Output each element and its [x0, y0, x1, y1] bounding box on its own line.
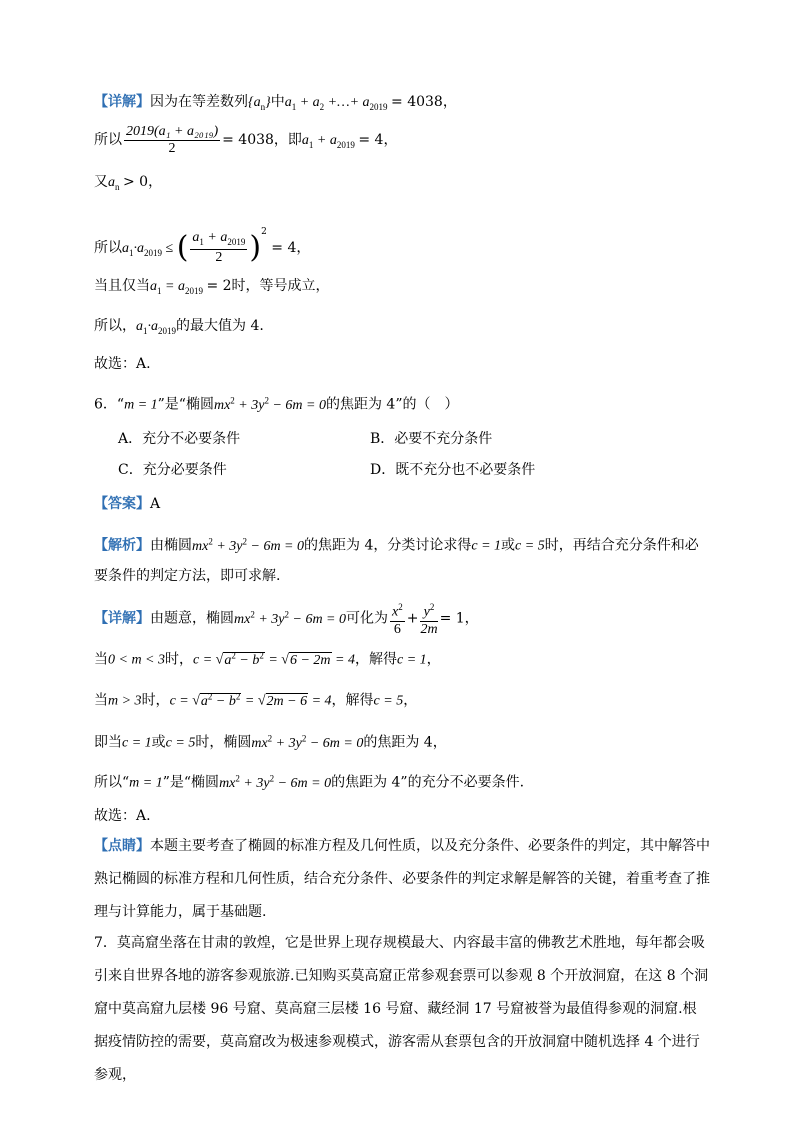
detail-line-5: 当且仅当$a_1 = a_{2019} = 2$时，等号成立， — [94, 278, 330, 296]
answer-line — [94, 494, 160, 514]
option-c: C．充分必要条件 — [118, 462, 227, 478]
option-b: B．必要不充分条件 — [370, 431, 493, 447]
question-7-stem: 7．莫高窟坐落在甘肃的敦煌，它是世界上现存规模最大、内容最丰富的佛教艺术胜地，每年都会吸引来自世界各地的游客参观旅游.已知购买莫高窟正常参观套票可以参观 8 个开放洞窟，在这 8 个洞窟中莫高窟九层楼 96 号窟、莫高窟三层楼 16 号窟、藏经洞 17 号窟被誉为最值得参观的洞窟.根据疫情防控的需要，莫高窟改为极速参观模式，游客需从套票包含的开放洞窟中随机选择 4 个进行参观， — [94, 935, 709, 1083]
analysis-line-1: 【解析】由椭圆$mx^2 + 3y^2 - 6m = 0$的焦距为 4，分类讨论求得c = 1或c = 5时，再结合充分条件和必 — [94, 536, 699, 554]
detail-tag-q6: 【详解】 — [94, 610, 150, 627]
q6-detail-line-5: 所以“m = 1”是“椭圆$mx^2 + 3y^2 - 6m = 0$的焦距为 4”的充分不必要条件. — [94, 773, 525, 791]
detail-line-4: 所以$a_1\cdot a_{2019}$ ≤ ( $\frac{a_1 + a_{2019}}{2}$ )$^2$ = 4， — [94, 227, 311, 266]
detail-line-6: 所以，$a_1\cdot a_{2019}$的最大值为 4. — [94, 318, 264, 336]
detail-line-1: 【详解】因为在等差数列$\{a_n\}$中$a_1 + a_2$ +…+ $a_{2019} = 4038$， — [94, 94, 457, 112]
fraction: $\frac{\text{2019(a₁ + a₂₀₁₉)}}{2}$ — [126, 123, 219, 156]
answer-value: A — [150, 496, 161, 512]
option-d: D．既不充分也不必要条件 — [370, 462, 536, 478]
detail-line-2: 所以 $\frac{\text{2019(a₁ + a₂₀₁₉)}}{2}$ = 4038，即$a_1 + a_{2019} = 4$， — [94, 123, 398, 156]
answer-tag: 【答案】 — [94, 496, 150, 512]
question-6-stem: 6．“m = 1”是“椭圆$mx^2 + 3y^2 - 6m = 0$的焦距为 4”的（ ） — [94, 395, 459, 413]
analysis-tag: 【解析】 — [94, 537, 150, 554]
detail-line-7: 故选：A. — [94, 356, 151, 372]
q6-detail-line-6: 故选：A. — [94, 808, 151, 824]
detail-tag: 【详解】 — [94, 94, 150, 110]
analysis-line-2: 要条件的判定方法，即可求解. — [94, 568, 281, 584]
q6-detail-line-4: 即当c = 1或c = 5时，椭圆$mx^2 + 3y^2 - 6m = 0$的焦距为 4， — [94, 733, 447, 751]
comment-tag: 【点睛】 — [94, 838, 150, 854]
q6-detail-line-2: 当0 < m < 3时，$c = √a^2 - b^2 = √6 - 2m = 4$，解得c = 1， — [94, 650, 441, 668]
comment-paragraph: 【点睛】本题主要考查了椭圆的标准方程及几何性质，以及充分条件、必要条件的判定，其中解答中熟记椭圆的标准方程和几何性质，结合充分条件、必要条件的判定求解是解答的关键，着重考查了推理与计算能力，属于基础题. — [94, 838, 710, 920]
q6-detail-line-3: 当m > 3时，$c = √a^2 - b^2 = √2m - 6 = 4$，解得c = 5， — [94, 691, 418, 709]
detail-line-3: 又$a_n > 0$， — [94, 174, 163, 192]
option-a: A．充分不必要条件 — [118, 431, 241, 447]
q6-detail-line-1: 【详解】由题意，椭圆$mx^2 + 3y^2 - 6m = 0$可化为 $\frac{x^2}{6}$ + $\frac{y^2}{2m}$ = 1， — [94, 596, 479, 638]
